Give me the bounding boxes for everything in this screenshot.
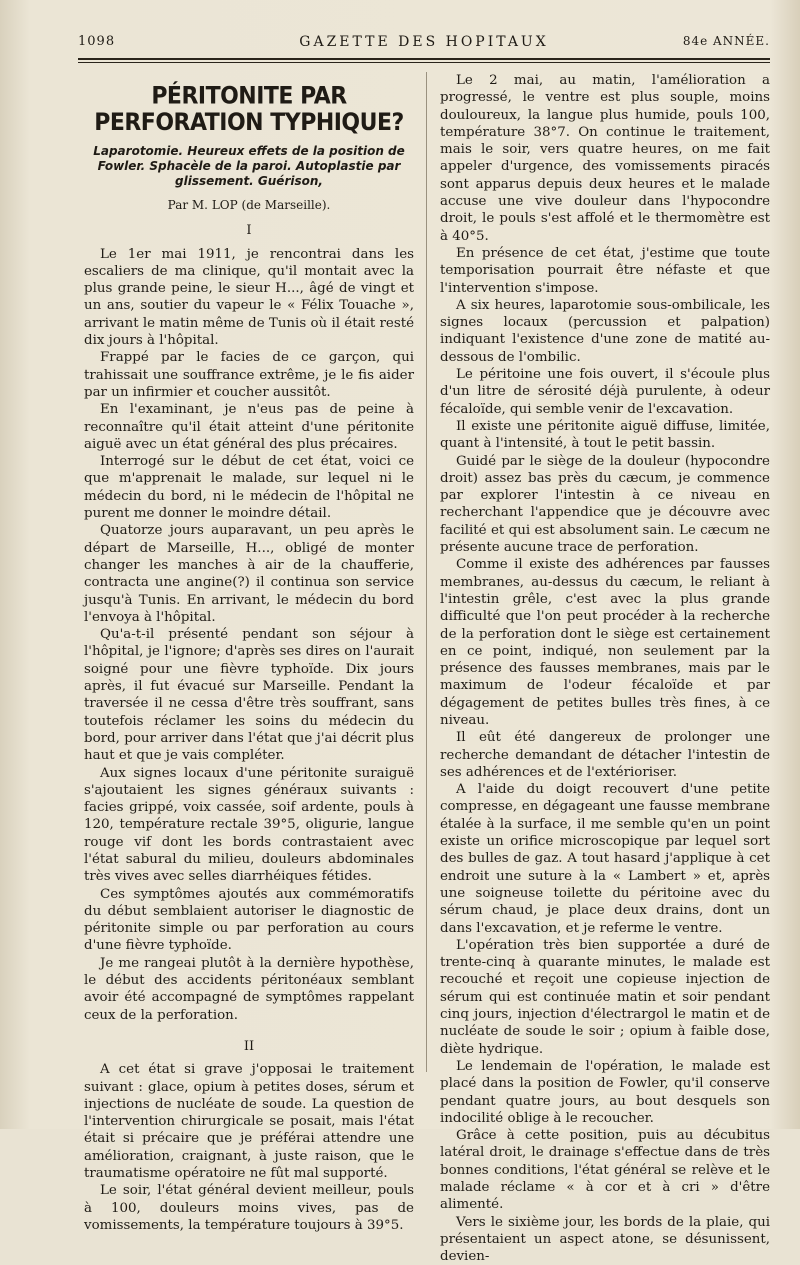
paragraph: Interrogé sur le début de cet état, voici ce que m'apprenait le malade, sur lequel ni le médecin du bord, ni le médecin de l'hôpital ne purent me donner le moindre détail. — [84, 454, 414, 522]
paragraph: A l'aide du doigt recouvert d'une petite compresse, en dégageant une fausse membrane étalée à la surface, il me semble qu'en un point existe un orifice microscopique par lequel sort des bulles de gaz. A tout hasard j'applique à cet endroit une suture à la « Lambert » et, après une soigneuse toilette du péritoine avec du sérum chaud, je place deux drains, dont un dans l'excavation, et je referme le ventre. — [440, 782, 770, 936]
paragraph: A six heures, laparotomie sous-ombilicale, les signes locaux (percussion et palpation) indiquant l'existence d'une zone de matité au-dessous de l'ombilic. — [440, 297, 770, 365]
right-column — [440, 72, 770, 1265]
paragraph: Le 1er mai 1911, je rencontrai dans les escaliers de ma clinique, qu'il montait avec la plus grande peine, le sieur H..., âgé de vingt et un ans, soutier du vapeur le « Félix Touache », arrivant le matin même de Tunis où il était resté dix jours à l'hôpital. — [84, 246, 414, 349]
journal-title: GAZETTE DES HOPITAUX — [299, 34, 549, 50]
paragraph: Aux signes locaux d'une péritonite suraiguë s'ajoutaient les signes généraux suivants : facies grippé, voix cassée, soif ardente, pouls à 120, température rectale 39°5, oligurie, langue rouge vif dont les bords contrastaient avec l'état sabural du milieu, douleurs abdominales très vives avec selles diarrhéiques fétides. — [84, 765, 414, 885]
paragraph: L'opération très bien supportée a duré de trente-cinq à quarante minutes, le malade est recouché et reçoit une copieuse injection de sérum qui est continuée matin et soir pendant cinq jours, injection d'électrargol le matin et de nucléate de soude le soir ; opium à faible dose, diète hydrique. — [440, 937, 770, 1057]
paragraph: Il eût été dangereux de prolonger une recherche demandant de détacher l'intestin de ses adhérences et de l'extérioriser. — [440, 730, 770, 780]
paragraph: Il existe une péritonite aiguë diffuse, limitée, quant à l'intensité, à tout le petit bassin. — [440, 418, 770, 452]
page-number: 1098 — [78, 34, 116, 49]
paragraph: Qu'a-t-il présenté pendant son séjour à l'hôpital, je l'ignore; d'après ses dires on l'aurait soigné pour une fièvre typhoïde. Dix jours après, il fut évacué sur Marseille. Pendant la traversée il ne cessa d'être très souffrant, sans toutefois réclamer les soins du médecin du bord, pour arriver dans l'état que j'ai décrit plus haut et que je vais compléter. — [84, 627, 414, 764]
paragraph: Comme il existe des adhérences par fausses membranes, au-dessus du cæcum, le reliant à l'intestin grêle, c'est avec la plus grande difficulté que l'on peut procéder à la recherche de la perforation dont le siège est certainement en ce point, indiqué, non seulement par la présence des fausses membranes, mais par le maximum de l'odeur fécaloïde et par dégagement de petites bulles très fines, à ce niveau. — [440, 557, 770, 728]
article-subtitle: Laparotomie. Heureux effets de la position de Fowler. Sphacèle de la paroi. Autoplastie par glissement. Guérison, — [93, 144, 405, 188]
paragraph: Frappé par le facies de ce garçon, qui trahissait une souffrance extrême, je le fis aider par un infirmier et coucher aussitôt. — [84, 350, 414, 400]
page-header — [78, 34, 770, 54]
header-rule-thick — [78, 58, 770, 60]
paragraph: Vers le sixième jour, les bords de la plaie, qui présentaient un aspect atone, se désunissent, devien- — [440, 1214, 770, 1265]
article-title: PÉRITONITE PAR PERFORATION TYPHIQUE? — [94, 82, 404, 137]
paragraph: Grâce à cette position, puis au décubitus latéral droit, le drainage s'effectue dans de très bonnes conditions, l'état général se relève et le malade réclame « à cor et à cri » d'être alimenté. — [440, 1128, 770, 1213]
paragraph: Je me rangeai plutôt à la dernière hypothèse, le début des accidents péritonéaux semblant avoir été accompagné de symptômes rappelant ceux de la perforation. — [84, 955, 414, 1023]
article-byline: Par M. LOP (de Marseille). — [167, 198, 331, 212]
header-rule-thin — [78, 62, 770, 63]
left-column — [84, 72, 414, 1234]
paragraph: Guidé par le siège de la douleur (hypocondre droit) assez bas près du cæcum, je commence par explorer l'intestin à ce niveau en recherchant l'appendice que je découvre avec facilité et qui est absolument sain. Le cæcum ne présente aucune trace de perforation. — [440, 453, 770, 556]
paragraph: A cet état si grave j'opposai le traitement suivant : glace, opium à petites doses, sérum et injections de nucléate de soude. La question de l'intervention chirurgicale se posait, mais l'état était si précaire que je préférai attendre une amélioration, craignant, à juste raison, que le traumatisme opératoire ne fût mal supporté. — [84, 1062, 414, 1182]
volume-year: 84e ANNÉE. — [682, 34, 770, 48]
paragraph: Le 2 mai, au matin, l'amélioration a progressé, le ventre est plus souple, moins douloureux, la langue plus humide, pouls 100, température 38°7. On continue le traitement, mais le soir, vers quatre heures, on me fait appeler d'urgence, des vomissements piracés sont apparus depuis deux heures et le malade accuse une vive douleur dans l'hypocondre droit, le pouls s'est affolé et le thermomètre est à 40°5. — [440, 73, 770, 244]
paragraph: Quatorze jours auparavant, un peu après le départ de Marseille, H..., obligé de monter changer les manches à air de la chaufferie, contracta une angine(?) il continua son service jusqu'à Tunis. En arrivant, le médecin du bord l'envoya à l'hôpital. — [84, 523, 414, 625]
column-divider — [426, 72, 427, 1072]
paragraph: En l'examinant, je n'eus pas de peine à reconnaître qu'il était atteint d'une péritonite aiguë avec un état général des plus précaires. — [84, 402, 414, 452]
section-heading-1: I — [246, 223, 252, 239]
section-heading-2: II — [243, 1038, 255, 1054]
paragraph: Le lendemain de l'opération, le malade est placé dans la position de Fowler, qu'il conserve pendant quatre jours, au bout desquels son indocilité oblige à le recoucher. — [440, 1058, 770, 1126]
paragraph: Le soir, l'état général devient meilleur, pouls à 100, douleurs moins vives, pas de vomissements, la température toujours à 39°5. — [84, 1183, 414, 1233]
paragraph: En présence de cet état, j'estime que toute temporisation pourrait être néfaste et que l'intervention s'impose. — [440, 245, 770, 296]
paragraph: Ces symptômes ajoutés aux commémoratifs du début semblaient autoriser le diagnostic de péritonite simple ou par perforation au cours d'une fièvre typhoïde. — [84, 886, 414, 954]
paragraph: Le péritoine une fois ouvert, il s'écoule plus d'un litre de sérosité déjà purulente, à odeur fécaloïde, qui semble venir de l'excavation. — [440, 367, 770, 417]
